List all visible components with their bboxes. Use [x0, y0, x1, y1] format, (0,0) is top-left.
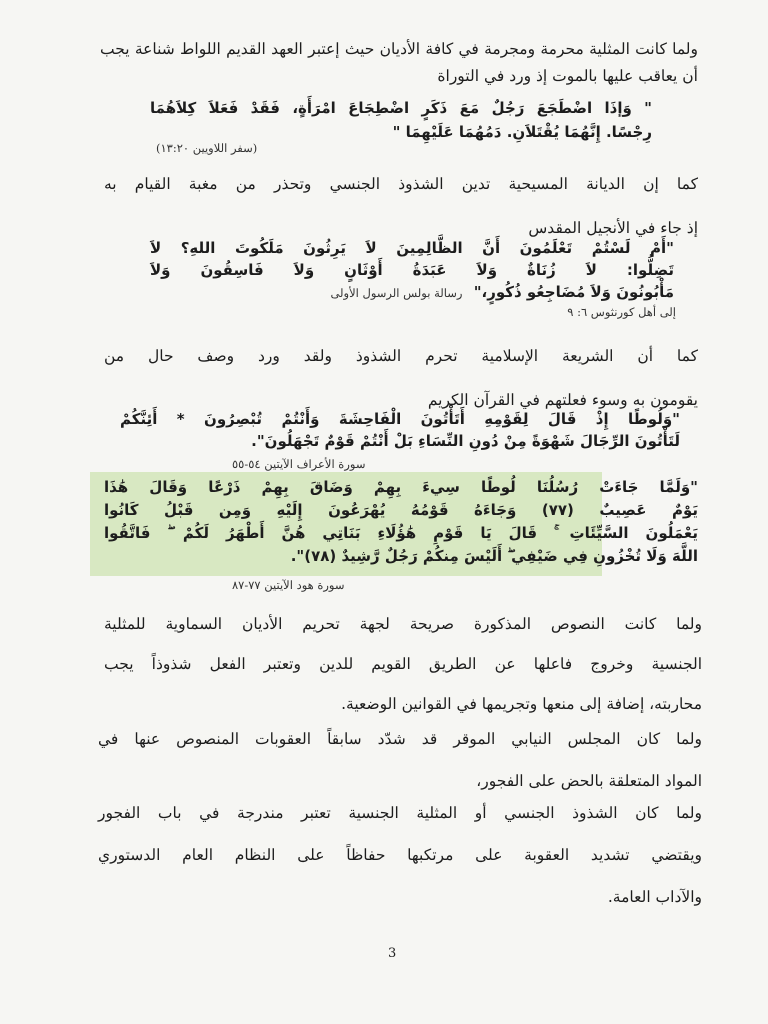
intro-line-2: أن يعاقب عليها بالموت إذ ورد في التوراة	[437, 67, 698, 85]
quran-quote-2-line-2: يَوْمٌ عَصِيبٌ (٧٧) وَجَاءَهُ قَوْمُهُ يُهْرَعُونَ إِلَيْهِ وَمِن قَبْلُ كَانُوا	[104, 501, 698, 519]
gospel-citation-part-2: إلى أهل كورنثوس ٦: ٩	[567, 305, 676, 319]
conclusion-2-line-1: ولما كان المجلس النيابي الموقر قد شدّد سابقاً العقوبات المنصوص عنها في	[98, 730, 702, 748]
conclusion-paragraph-1	[104, 604, 702, 724]
gospel-citation-part-1: رسالة بولس الرسول الأولى	[330, 286, 463, 300]
torah-quote	[150, 96, 652, 144]
quran-quote-2-line-4: اللَّهَ وَلَا تُخْزُونِ فِي ضَيْفِي ۖ أَلَيْسَ مِنكُمْ رَجُلٌ رَّشِيدٌ (٧٨)".	[290, 547, 698, 565]
conclusion-3-line-3: والآداب العامة.	[607, 888, 702, 906]
gospel-quote	[150, 237, 674, 304]
torah-quote-line-2: رِجْسًا. إِنَّهُمَا يُقْتَلاَنِ. دَمُهُمَا عَلَيْهِمَا "	[392, 123, 652, 141]
torah-citation: (سفر اللاويين ١٣:٢٠)	[156, 141, 258, 155]
conclusion-3-line-2: ويقتضي تشديد العقوبة على مرتكبها حفاظاً على النظام العام الدستوري	[98, 846, 702, 864]
conclusion-paragraph-2	[98, 718, 702, 802]
quran-2-citation: سورة هود الآيتين ٧٧-٨٧	[232, 578, 345, 592]
conclusion-3-line-1: ولما كان الشذوذ الجنسي أو المثلية الجنسية تعتبر مندرجة في باب الفجور	[98, 804, 702, 822]
gospel-quote-line-3	[150, 281, 674, 304]
christian-intro-line-2: إذ جاء في الأنجيل المقدس	[528, 219, 698, 237]
quran-quote-2-line-3: يَعْمَلُونَ السَّيِّئَاتِ ۚ قَالَ يَا قَوْمِ هَٰؤُلَاءِ بَنَاتِي هُنَّ أَطْهَرُ لَكُمْ ۖ فَاتَّقُوا	[104, 524, 698, 542]
gospel-quote-line-2: تَضِلُّوا: لاَ زُنَاةٌ وَلاَ عَبَدَةُ أَوْثَانٍ وَلاَ فَاسِقُونَ وَلاَ	[150, 261, 674, 279]
quran-quote-2-line-1: "وَلَمَّا جَاءَتْ رُسُلُنَا لُوطًا سِيءَ بِهِمْ وَضَاقَ بِهِمْ ذَرْعًا وَقَالَ هَٰذَا	[104, 478, 698, 496]
quran-quote-1	[120, 408, 680, 452]
gospel-quote-line-1: "أَمْ لَسْتُمْ تَعْلَمُونَ أَنَّ الظَّالِمِينَ لاَ يَرِثُونَ مَلَكُوتَ اللهِ؟ لاَ	[150, 239, 674, 257]
quran-quote-1-line-2: لَتَأْتُونَ الرِّجَالَ شَهْوَةً مِنْ دُونِ النِّسَاءِ بَلْ أَنْتُمْ قَوْمٌ تَجْهَلُونَ".	[251, 432, 680, 450]
quran-quote-1-line-1: "وَلُوطًا إِذْ قَالَ لِقَوْمِهِ أَتَأْتُونَ الْفَاحِشَةَ وَأَنْتُمْ تُبْصِرُونَ * أَئِنَّكُمْ	[120, 410, 680, 428]
intro-paragraph	[100, 36, 698, 90]
gospel-quote-line-3-text: مَأْبُونُونَ وَلاَ مُضَاجِعُو ذُكُورٍ،"	[473, 283, 674, 301]
quran-quote-2	[104, 476, 698, 568]
torah-quote-line-1: " وَإذَا اضْطَجَعَ رَجُلٌ مَعَ ذَكَرٍ اضْطِجَاعَ امْرَأَةٍ، فَقَدْ فَعَلاَ كِلاَهُمَا	[150, 99, 652, 117]
conclusion-2-line-2: المواد المتعلقة بالحض على الفجور،	[476, 772, 702, 790]
intro-line-1: ولما كانت المثلية محرمة ومجرمة في كافة الأديان حيث إعتبر العهد القديم اللواط شناعة يجب	[100, 40, 698, 58]
conclusion-1-line-1: ولما كانت النصوص المذكورة صريحة لجهة تحريم الأديان السماوية للمثلية	[104, 615, 702, 633]
islamic-intro-line-2: يقومون به وسوء فعلتهم في القرآن الكريم	[427, 391, 698, 409]
conclusion-1-line-2: الجنسية وخروج فاعلها عن الطريق القويم للدين وتعتبر الفعل شذوذاً يجب	[104, 655, 702, 673]
page-number: 3	[388, 946, 397, 961]
quran-1-citation: سورة الأعراف الآيتين ٥٤-٥٥	[232, 457, 366, 471]
islamic-intro-line-1: كما أن الشريعة الإسلامية تحرم الشذوذ ولقد ورد وصف حال من	[104, 347, 698, 365]
conclusion-paragraph-3	[98, 792, 702, 918]
conclusion-1-line-3: محاربته، إضافة إلى منعها وتجريمها في القوانين الوضعية.	[341, 695, 702, 713]
christian-intro-line-1: كما إن الديانة المسيحية تدين الشذوذ الجنسي وتحذر من مغبة القيام به	[104, 175, 698, 193]
